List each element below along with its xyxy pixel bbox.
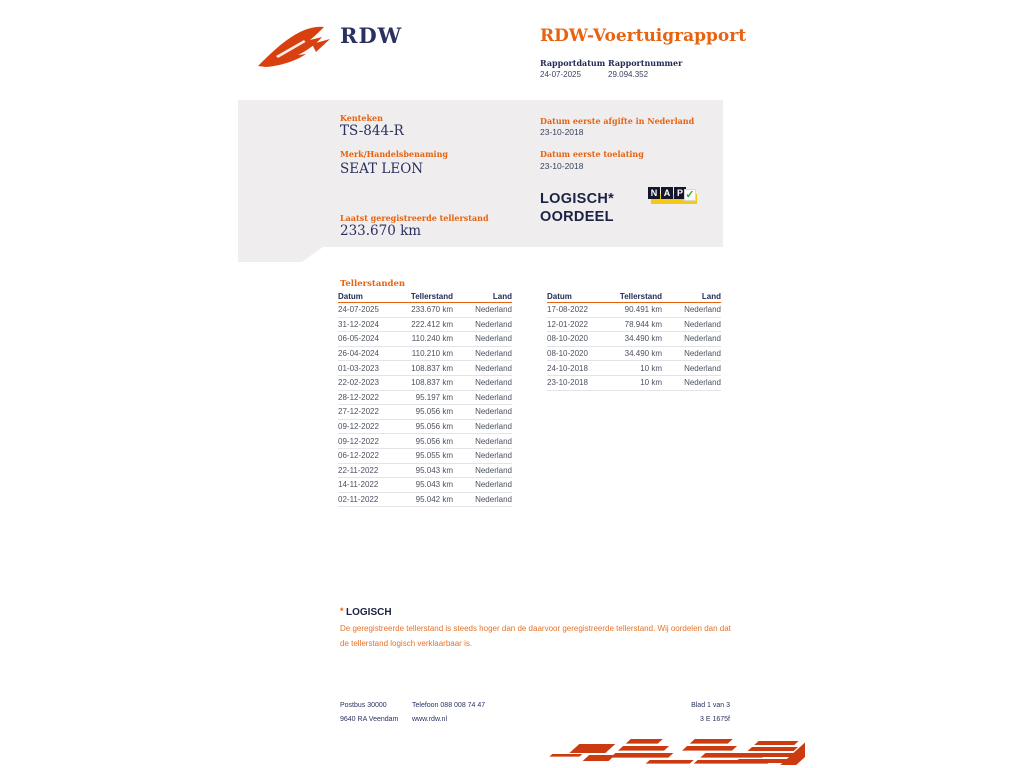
cell-land: Nederland	[475, 480, 512, 490]
cell-land: Nederland	[684, 305, 721, 315]
cell-land: Nederland	[475, 451, 512, 461]
table-row	[338, 434, 512, 449]
footer-address-line2: 9640 RA Veendam	[340, 716, 399, 723]
cell-tellerstand: 95.056 km	[415, 436, 453, 446]
nap-letter-n: N	[648, 187, 660, 199]
col-header-datum: Datum	[338, 292, 363, 301]
merk-value: SEAT LEON	[340, 161, 424, 177]
col-header-tellerstand: Tellerstand	[410, 292, 453, 301]
cell-land: Nederland	[475, 378, 512, 388]
cell-tellerstand: 95.055 km	[415, 451, 453, 461]
table-row	[338, 361, 512, 376]
cell-tellerstand: 110.210 km	[411, 349, 453, 359]
cell-tellerstand: 34.490 km	[624, 334, 662, 344]
cell-land: Nederland	[475, 407, 512, 417]
table-row	[338, 318, 512, 333]
cell-tellerstand: 10 km	[640, 363, 662, 373]
cell-datum: 01-03-2023	[338, 363, 379, 373]
cell-datum: 23-10-2018	[547, 378, 588, 388]
cell-tellerstand: 95.043 km	[415, 465, 453, 475]
tellerstanden-table-right	[547, 291, 721, 391]
table-row	[338, 405, 512, 420]
cell-land: Nederland	[684, 319, 721, 329]
cell-tellerstand: 95.197 km	[415, 392, 453, 402]
footer-page-number: Blad 1 van 3	[691, 702, 730, 709]
merk-label: Merk/Handelsbenaming	[340, 149, 449, 159]
cell-datum: 14-11-2022	[338, 480, 379, 490]
cell-land: Nederland	[475, 495, 512, 505]
cell-land: Nederland	[475, 465, 512, 475]
table-row	[338, 420, 512, 435]
table-row	[547, 303, 721, 318]
table-row	[547, 376, 721, 391]
asterisk: *	[340, 606, 347, 616]
oordeel-line1: LOGISCH*	[540, 191, 615, 207]
col-header-land: Land	[492, 292, 512, 301]
table-row	[338, 391, 512, 406]
table-row	[338, 493, 512, 508]
table-header-row	[338, 291, 512, 303]
cell-datum: 12-01-2022	[547, 319, 588, 329]
table-row	[338, 478, 512, 493]
cell-tellerstand: 95.056 km	[415, 407, 453, 417]
panel-corner-decoration	[238, 247, 323, 262]
cell-land: Nederland	[475, 422, 512, 432]
col-header-datum: Datum	[547, 292, 572, 301]
footer-website: www.rdw.nl	[412, 716, 448, 723]
cell-datum: 02-11-2022	[338, 495, 379, 505]
cell-datum: 08-10-2020	[547, 334, 588, 344]
cell-datum: 22-02-2023	[338, 378, 379, 388]
footer-phone: Telefoon 088 008 74 47	[412, 702, 486, 709]
report-number-value: 29.094.352	[608, 70, 649, 79]
table-row	[338, 376, 512, 391]
cell-land: Nederland	[475, 334, 512, 344]
table-row	[338, 464, 512, 479]
cell-tellerstand: 34.490 km	[624, 349, 662, 359]
logisch-heading-text: LOGISCH	[346, 607, 392, 618]
cell-land: Nederland	[475, 319, 512, 329]
page-title: RDW-Voertuigrapport	[540, 26, 747, 46]
cell-tellerstand: 90.491 km	[624, 305, 662, 315]
cell-land: Nederland	[684, 349, 721, 359]
toelating-label: Datum eerste toelating	[540, 149, 644, 159]
nap-logo	[648, 186, 698, 208]
table-header-row	[547, 291, 721, 303]
nap-letter-p: P	[674, 187, 686, 199]
col-header-land: Land	[701, 292, 721, 301]
cell-datum: 22-11-2022	[338, 465, 379, 475]
footer-address-line1: Postbus 30000	[340, 702, 387, 709]
table-row	[547, 332, 721, 347]
report-date-value: 24-07-2025	[540, 70, 581, 79]
kenteken-value: TS-844-R	[340, 123, 404, 139]
table-row	[338, 303, 512, 318]
cell-tellerstand: 110.240 km	[411, 334, 453, 344]
cell-land: Nederland	[475, 305, 512, 315]
footer-form-code: 3 E 1675f	[700, 716, 730, 723]
cell-land: Nederland	[684, 363, 721, 373]
nap-check-icon: ✓	[685, 189, 695, 201]
logisch-note-heading	[340, 606, 392, 618]
toelating-value: 23-10-2018	[540, 161, 584, 171]
cell-datum: 06-05-2024	[338, 334, 379, 344]
cell-datum: 06-12-2022	[338, 451, 379, 461]
rdw-wing-logo-icon	[256, 26, 334, 70]
table-row	[338, 449, 512, 464]
cell-tellerstand: 222.412 km	[411, 319, 453, 329]
cell-datum: 09-12-2022	[338, 422, 379, 432]
laatste-tellerstand-label: Laatst geregistreerde tellerstand	[340, 213, 489, 223]
report-number-label: Rapportnummer	[608, 58, 683, 68]
cell-land: Nederland	[475, 349, 512, 359]
cell-datum: 24-07-2025	[338, 305, 379, 315]
afgifte-label: Datum eerste afgifte in Nederland	[540, 116, 695, 126]
cell-tellerstand: 10 km	[640, 378, 662, 388]
report-date-label: Rapportdatum	[540, 58, 606, 68]
rdw-speed-stripes-graphic	[543, 737, 805, 768]
cell-datum: 17-08-2022	[547, 305, 588, 315]
table-row	[338, 347, 512, 362]
cell-datum: 27-12-2022	[338, 407, 379, 417]
cell-tellerstand: 233.670 km	[411, 305, 453, 315]
cell-land: Nederland	[684, 378, 721, 388]
oordeel-text	[540, 190, 614, 226]
cell-datum: 31-12-2024	[338, 319, 379, 329]
cell-land: Nederland	[475, 392, 512, 402]
cell-land: Nederland	[475, 436, 512, 446]
table-row	[547, 347, 721, 362]
cell-tellerstand: 95.056 km	[415, 422, 453, 432]
logisch-note-body: De geregistreerde tellerstand is steeds hoger dan de daarvoor geregistreerde tellerstand. Wij oordelen dan dat de tellerstand logisch verklaarbaar is.	[340, 624, 731, 648]
cell-tellerstand: 108.837 km	[411, 363, 453, 373]
laatste-tellerstand-value: 233.670 km	[340, 223, 422, 239]
cell-land: Nederland	[684, 334, 721, 344]
tellerstanden-table-left	[338, 291, 512, 507]
table-row	[547, 361, 721, 376]
cell-datum: 08-10-2020	[547, 349, 588, 359]
tellerstanden-section-title: Tellerstanden	[340, 279, 406, 289]
cell-tellerstand: 108.837 km	[411, 378, 453, 388]
cell-datum: 28-12-2022	[338, 392, 379, 402]
afgifte-value: 23-10-2018	[540, 127, 584, 137]
logo-wordmark: RDW	[340, 23, 403, 48]
nap-letter-a: A	[661, 187, 673, 199]
cell-tellerstand: 95.042 km	[415, 495, 453, 505]
cell-datum: 24-10-2018	[547, 363, 588, 373]
cell-tellerstand: 95.043 km	[415, 480, 453, 490]
table-row	[547, 318, 721, 333]
kenteken-label: Kenteken	[340, 113, 383, 123]
cell-datum: 26-04-2024	[338, 349, 379, 359]
table-row	[338, 332, 512, 347]
oordeel-line2: OORDEEL	[540, 209, 614, 225]
cell-land: Nederland	[475, 363, 512, 373]
col-header-tellerstand: Tellerstand	[619, 292, 662, 301]
cell-datum: 09-12-2022	[338, 436, 379, 446]
cell-tellerstand: 78.944 km	[624, 319, 662, 329]
